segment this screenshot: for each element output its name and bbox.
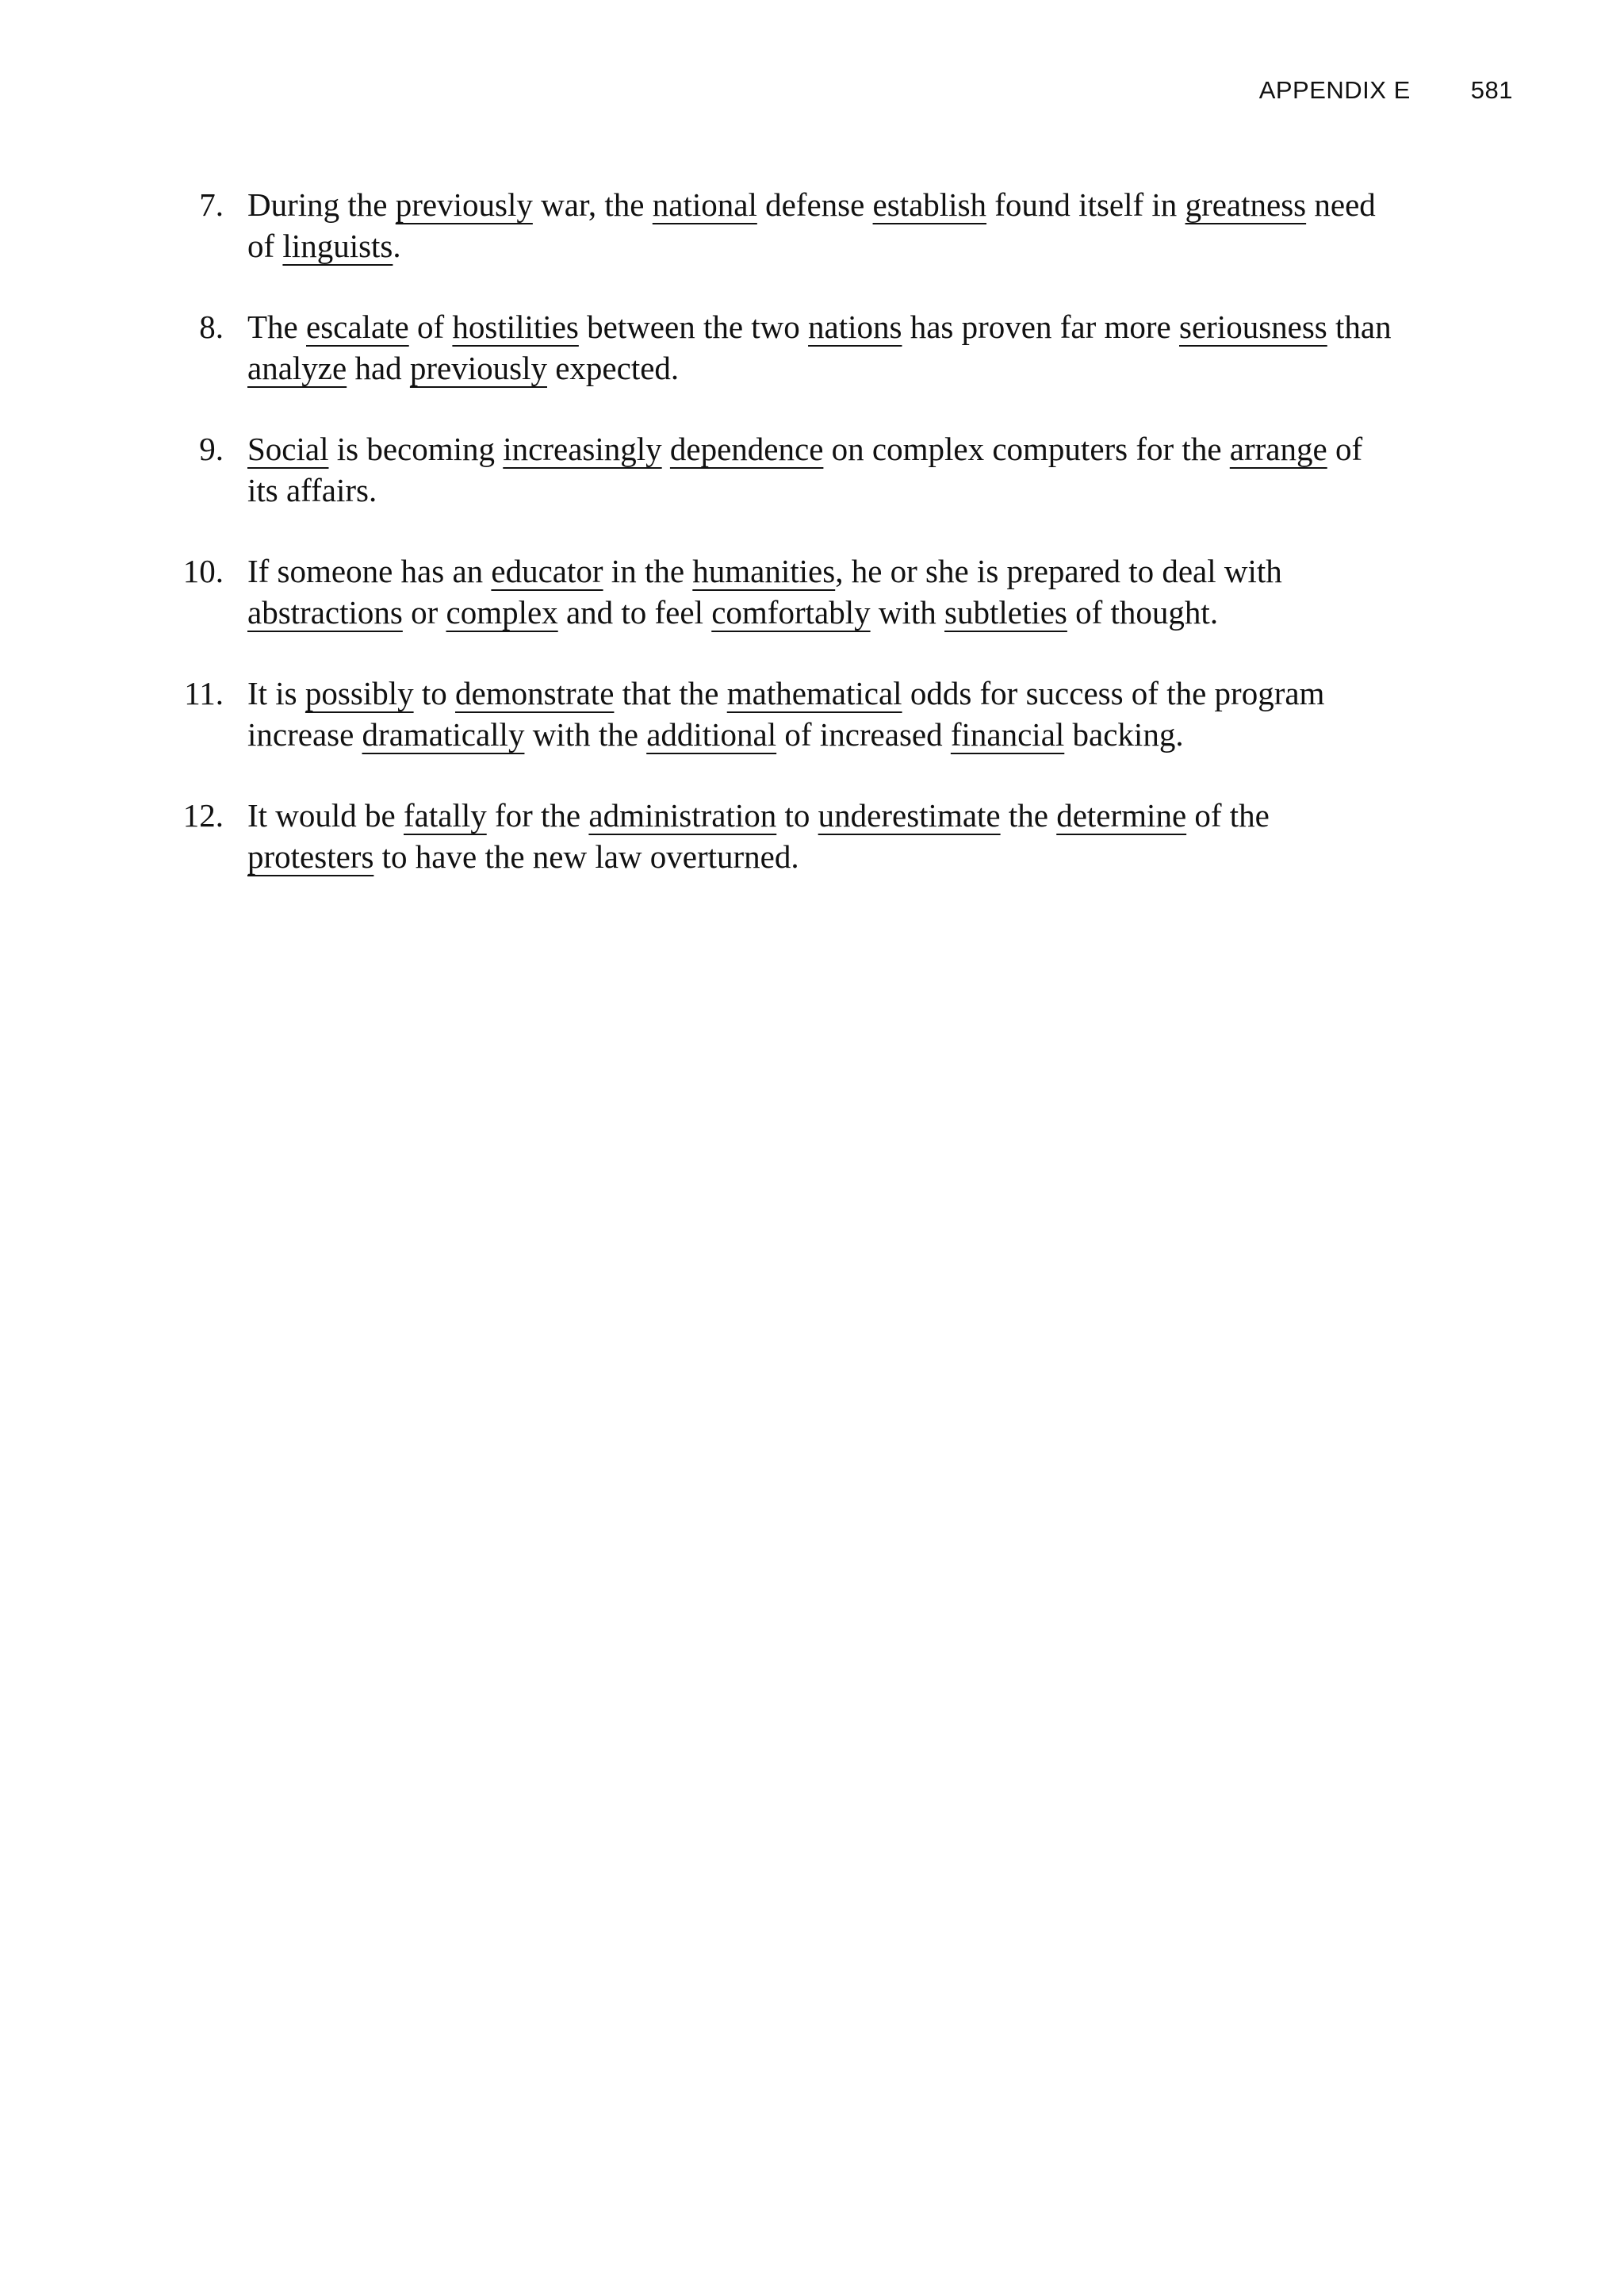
- sentence-fragment: [662, 431, 670, 467]
- item-number: 12.: [182, 797, 224, 834]
- underlined-word: dramatically: [362, 716, 525, 753]
- item-number: 11.: [184, 675, 224, 711]
- exercise-item-10: [159, 550, 1396, 633]
- sentence-fragment: If someone has an: [247, 553, 492, 589]
- sentence-fragment: It is: [247, 675, 305, 711]
- sentence-fragment: expected.: [546, 350, 680, 386]
- sentence-fragment: It would be: [247, 797, 404, 834]
- underlined-word: greatness: [1185, 186, 1307, 223]
- sentence-fragment: or: [402, 594, 446, 631]
- underlined-word: arrange: [1229, 431, 1327, 467]
- underlined-word: subtleties: [944, 594, 1067, 631]
- sentence-fragment: and to feel: [557, 594, 712, 631]
- item-number: 7.: [199, 186, 224, 223]
- exercise-item-11: [159, 673, 1396, 755]
- underlined-word: dependence: [669, 431, 824, 467]
- underlined-word: increasingly: [503, 431, 662, 467]
- sentence-fragment: need of: [247, 186, 1376, 264]
- underlined-word: protesters: [247, 838, 374, 875]
- sentence-fragment: is becoming: [328, 431, 504, 467]
- sentence-fragment: backing.: [1064, 716, 1184, 753]
- sentence-fragment: The: [247, 309, 306, 345]
- underlined-word: hostilities: [452, 309, 579, 345]
- underlined-word: previously: [395, 186, 533, 223]
- sentence-fragment: that the: [614, 675, 727, 711]
- underlined-word: demonstrate: [455, 675, 615, 711]
- sentence-fragment: odds for success of the program increase: [247, 675, 1325, 753]
- page-number: 581: [1470, 76, 1513, 104]
- underlined-word: administration: [588, 797, 777, 834]
- sentence-fragment: of increased: [776, 716, 951, 753]
- section-title: APPENDIX E: [1258, 76, 1411, 104]
- underlined-word: linguists: [282, 228, 393, 264]
- sentence-fragment: of: [408, 309, 453, 345]
- underlined-word: humanities: [692, 553, 836, 589]
- exercise-item-8: [159, 306, 1396, 389]
- sentence-fragment: , he or she is prepared to deal with: [835, 553, 1282, 589]
- sentence-text: [247, 428, 1396, 511]
- sentence-fragment: During the: [247, 186, 396, 223]
- sentence-fragment: found itself in: [986, 186, 1185, 223]
- sentence-text: [247, 184, 1396, 266]
- exercise-item-12: [159, 795, 1396, 877]
- sentence-text: [247, 306, 1396, 389]
- underlined-word: national: [652, 186, 757, 223]
- sentence-fragment: of thought.: [1067, 594, 1219, 631]
- sentence-text: [247, 673, 1396, 755]
- underlined-word: Social: [247, 431, 329, 467]
- sentence-fragment: in the: [603, 553, 693, 589]
- sentence-fragment: on complex computers for the: [823, 431, 1230, 467]
- exercise-list: [159, 184, 1396, 917]
- item-number: 8.: [199, 309, 224, 345]
- exercise-item-7: [159, 184, 1396, 266]
- sentence-text: [247, 550, 1396, 633]
- sentence-fragment: defense: [756, 186, 873, 223]
- sentence-fragment: of its affairs.: [247, 431, 1363, 508]
- underlined-word: previously: [409, 350, 547, 386]
- sentence-fragment: has proven far more: [902, 309, 1179, 345]
- sentence-fragment: with the: [524, 716, 647, 753]
- sentence-fragment: than: [1327, 309, 1392, 345]
- sentence-fragment: between the two: [578, 309, 809, 345]
- underlined-word: analyze: [247, 350, 347, 386]
- underlined-word: comfortably: [711, 594, 871, 631]
- sentence-fragment: of the: [1186, 797, 1270, 834]
- running-header: [1259, 76, 1513, 105]
- underlined-word: additional: [646, 716, 777, 753]
- underlined-word: establish: [872, 186, 987, 223]
- sentence-fragment: had: [347, 350, 410, 386]
- underlined-word: nations: [808, 309, 902, 345]
- sentence-fragment: .: [393, 228, 401, 264]
- underlined-word: educator: [491, 553, 603, 589]
- exercise-item-9: [159, 428, 1396, 511]
- underlined-word: determine: [1056, 797, 1187, 834]
- item-number: 9.: [199, 431, 224, 467]
- underlined-word: complex: [446, 594, 558, 631]
- underlined-word: possibly: [304, 675, 414, 711]
- underlined-word: mathematical: [726, 675, 902, 711]
- sentence-text: [247, 795, 1396, 877]
- sentence-fragment: for the: [486, 797, 589, 834]
- underlined-word: financial: [950, 716, 1065, 753]
- sentence-fragment: to: [776, 797, 818, 834]
- sentence-fragment: to: [413, 675, 456, 711]
- sentence-fragment: the: [1000, 797, 1057, 834]
- underlined-word: fatally: [404, 797, 487, 834]
- underlined-word: underestimate: [818, 797, 1001, 834]
- sentence-fragment: war, the: [532, 186, 653, 223]
- underlined-word: seriousness: [1179, 309, 1327, 345]
- sentence-fragment: with: [870, 594, 945, 631]
- item-number: 10.: [182, 553, 224, 589]
- underlined-word: escalate: [306, 309, 409, 345]
- underlined-word: abstractions: [247, 594, 403, 631]
- sentence-fragment: to have the new law overturned.: [373, 838, 799, 875]
